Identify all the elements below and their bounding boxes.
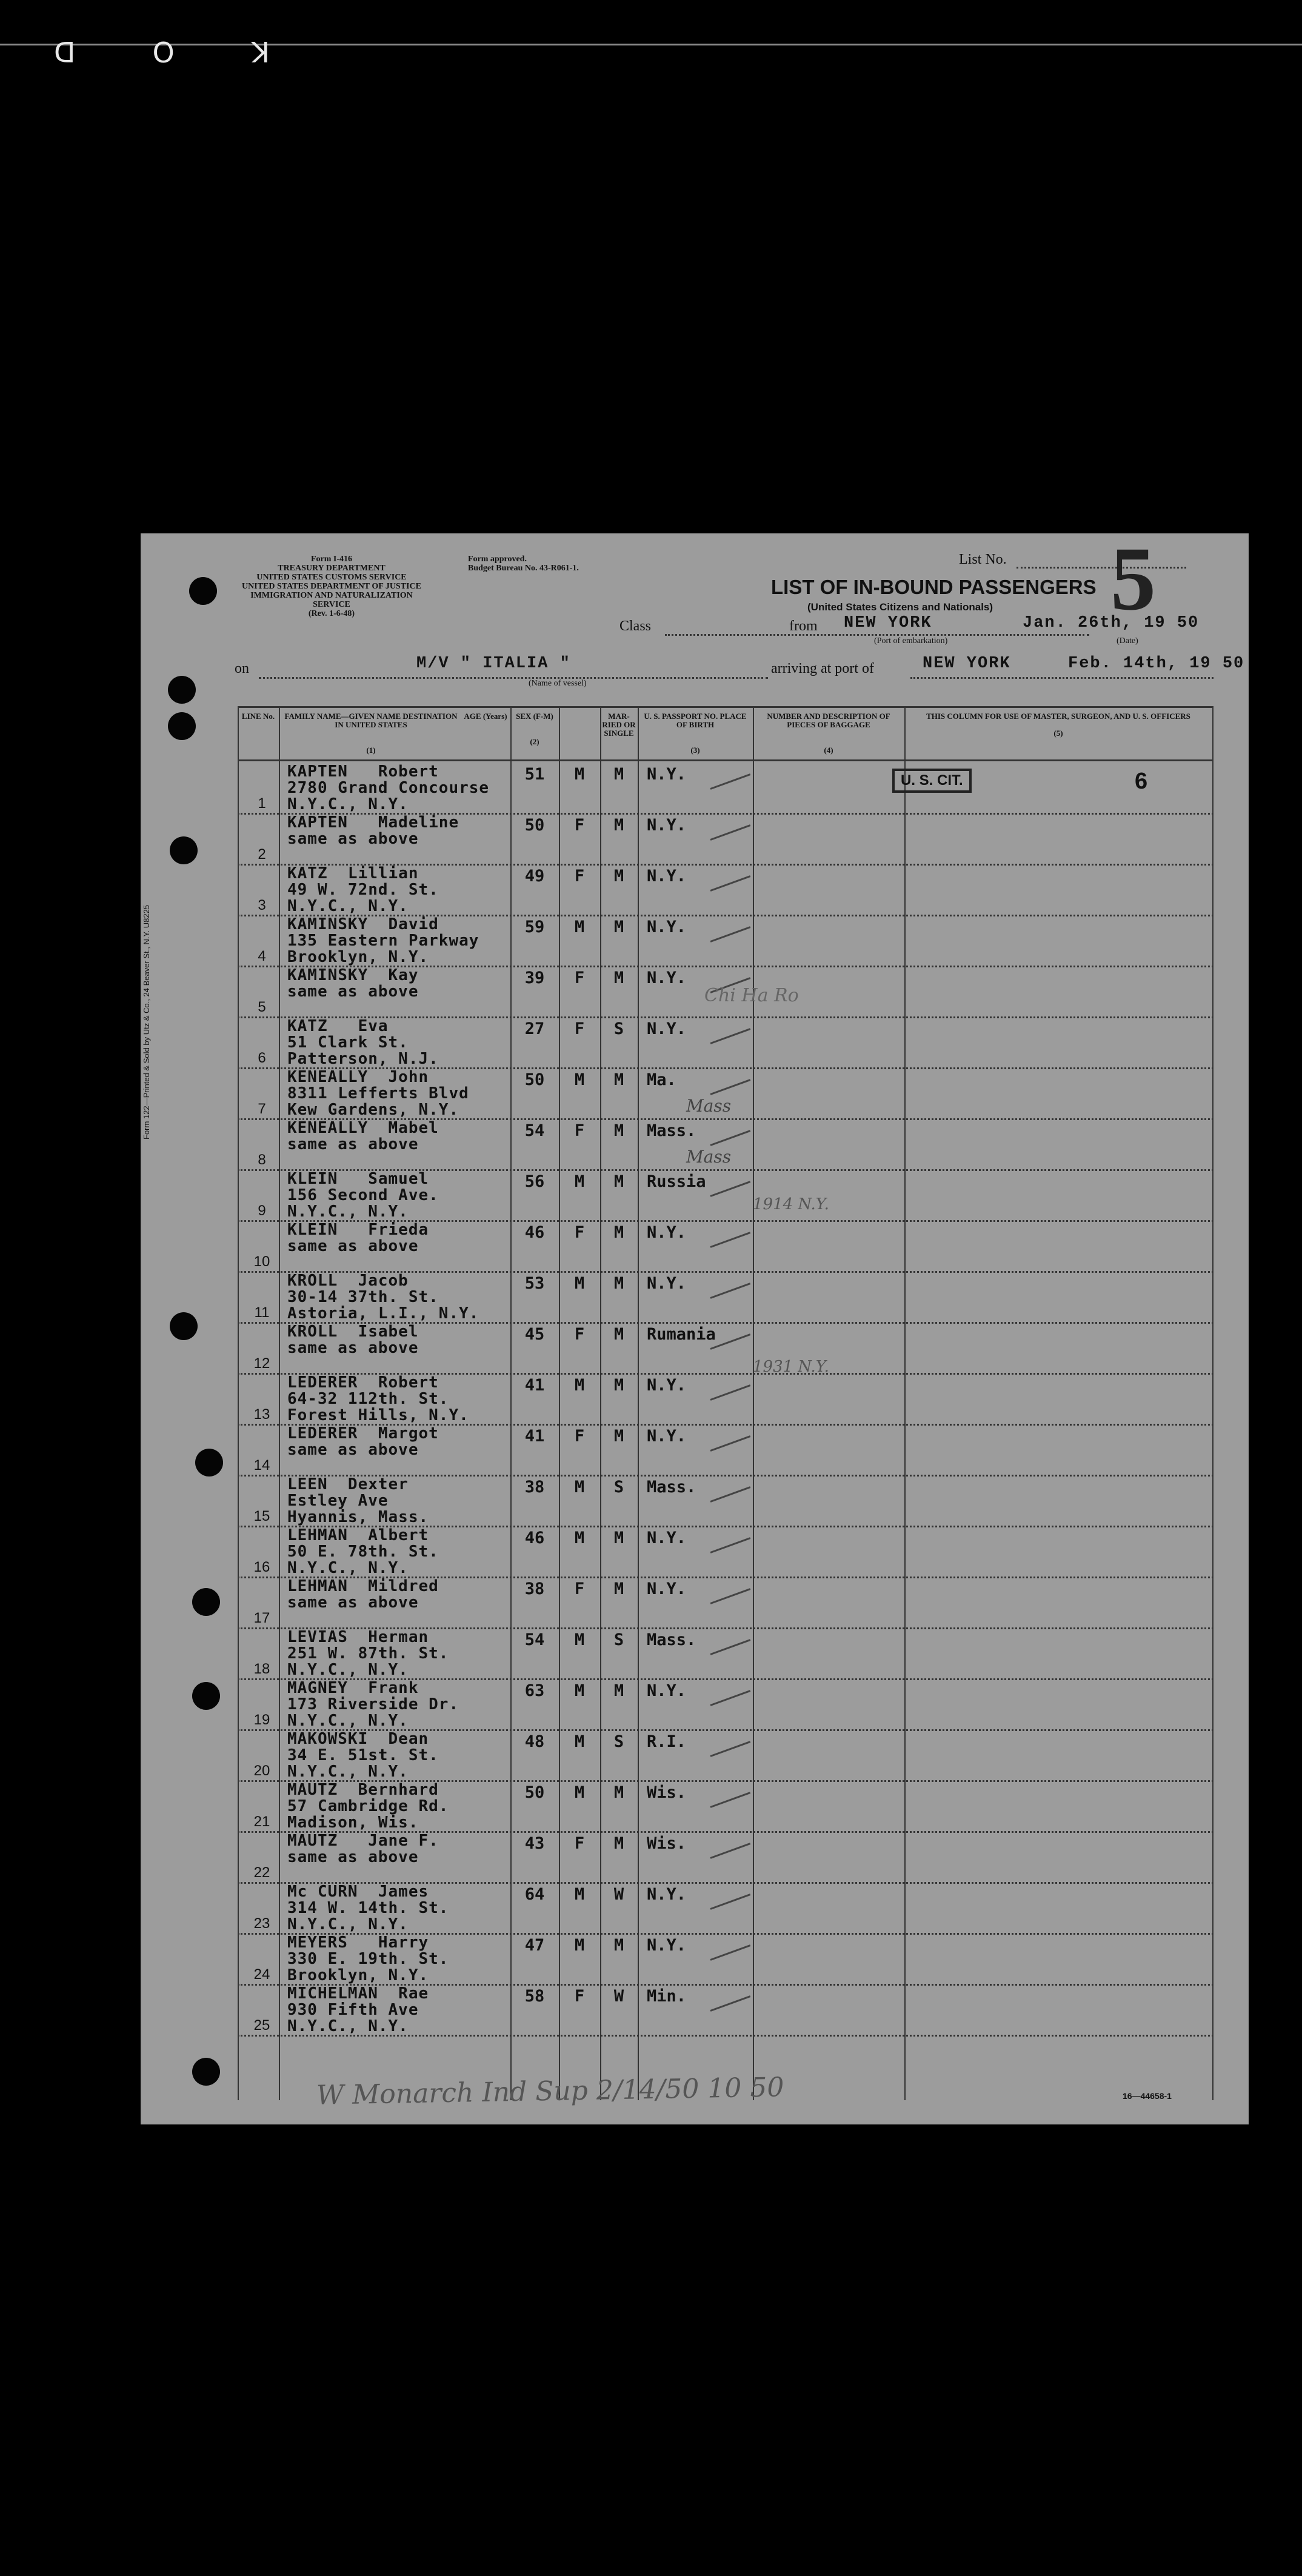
binder-hole <box>168 676 196 704</box>
vessel-name: M/V " ITALIA " <box>416 655 571 673</box>
form-approval: Form approved. Budget Bureau No. 43-R061-1. <box>468 555 579 573</box>
marital-status-cell: M <box>613 1529 624 1547</box>
passenger-name-address: KENEALLY Mabel same as above <box>287 1119 439 1153</box>
age-cell: 45 <box>524 1325 545 1344</box>
from-line <box>835 634 1089 636</box>
passenger-name-address: KAPTEN Madeline same as above <box>287 813 459 848</box>
line-number: 21 <box>253 1814 270 1830</box>
sex-cell: M <box>574 1936 585 1955</box>
birthplace-cell: Wis. <box>647 1834 687 1853</box>
birthplace-cell: N.Y. <box>647 867 687 886</box>
table-row <box>238 764 1214 815</box>
birthplace-cell: N.Y. <box>647 1376 687 1395</box>
birthplace-cell: N.Y. <box>647 765 687 784</box>
sex-cell: M <box>574 1630 585 1649</box>
line-number: 14 <box>253 1457 270 1473</box>
passenger-name-address: KATZ Eva 51 Clark St. Patterson, N.J. <box>287 1017 439 1068</box>
age-cell: 54 <box>524 1121 545 1140</box>
line-number: 22 <box>253 1864 270 1881</box>
birthplace-cell: N.Y. <box>647 1223 687 1242</box>
sex-cell: F <box>574 867 585 886</box>
binder-hole <box>170 1312 198 1340</box>
handwritten-note: Mass <box>686 1147 732 1167</box>
binder-hole <box>192 1588 220 1616</box>
on-label: on <box>235 661 249 676</box>
passenger-name-address: KENEALLY John 8311 Lefferts Blvd Kew Gardens, N.Y. <box>287 1068 469 1119</box>
table-row <box>238 1426 1214 1477</box>
film-edge-label: K O D <box>52 35 270 68</box>
passenger-name-address: KATZ Lillian 49 W. 72nd. St. N.Y.C., N.Y. <box>287 864 439 915</box>
passenger-name-address: KAMINSKY Kay same as above <box>287 966 419 1001</box>
age-cell: 27 <box>524 1019 545 1038</box>
passenger-name-address: MAUTZ Jane F. same as above <box>287 1832 439 1866</box>
list-no-label: List No. <box>959 552 1007 567</box>
manifest-table <box>238 706 1214 2100</box>
arrival-line <box>910 677 1214 679</box>
age-cell: 41 <box>524 1427 545 1446</box>
passenger-name-address: KLEIN Samuel 156 Second Ave. N.Y.C., N.Y. <box>287 1170 439 1221</box>
age-cell: 46 <box>524 1223 545 1242</box>
marital-status-cell: S <box>613 1019 624 1038</box>
birthplace-cell: Mass. <box>647 1630 696 1649</box>
from-label: from <box>789 618 818 634</box>
age-cell: 64 <box>524 1885 545 1904</box>
table-row <box>238 1171 1214 1222</box>
passenger-name-address: MAKOWSKI Dean 34 E. 51st. St. N.Y.C., N.Y. <box>287 1730 439 1781</box>
table-row <box>238 1578 1214 1629</box>
list-number: 5 <box>1110 533 1156 629</box>
column-header-line: LINE No. <box>241 712 275 721</box>
table-row <box>238 1324 1214 1375</box>
birthplace-cell: R.I. <box>647 1732 687 1751</box>
table-row <box>238 1273 1214 1324</box>
us-citizen-stamp: U. S. CIT. <box>892 769 972 793</box>
column-header-age: AGE (Years) <box>464 712 507 721</box>
birthplace-cell: Wis. <box>647 1783 687 1802</box>
line-number: 9 <box>258 1203 266 1219</box>
line-number: 16 <box>253 1559 270 1575</box>
sex-cell: M <box>574 918 585 936</box>
vessel-line <box>259 677 768 679</box>
line-number: 2 <box>258 846 266 863</box>
table-row <box>238 1680 1214 1731</box>
sex-cell: F <box>574 969 585 987</box>
binder-hole <box>170 836 198 864</box>
marital-status-cell: S <box>613 1478 624 1497</box>
sex-cell: F <box>574 1427 585 1446</box>
handwritten-footer: W Monarch Ind Sup 2/14/50 10 50 <box>316 2072 784 2111</box>
form-department-block: Form I-416 TREASURY DEPARTMENT UNITED STATES CUSTOMS SERVICE UNITED STATES DEPARTMENT OF JUSTICE IMMIGRATION AND NATURALIZATION SERVICE (Rev. 1-6-48) <box>242 555 421 618</box>
passenger-name-address: KLEIN Frieda same as above <box>287 1221 429 1255</box>
manifest-title: LIST OF IN-BOUND PASSENGERS <box>771 576 1097 598</box>
passenger-name-address: LEDERER Margot same as above <box>287 1424 439 1459</box>
marital-status-cell: W <box>613 1885 624 1904</box>
age-cell: 50 <box>524 816 545 835</box>
class-label: Class <box>619 618 652 634</box>
marital-status-cell: S <box>613 1732 624 1751</box>
table-row <box>238 1731 1214 1782</box>
column-header-birth: U. S. PASSPORT NO. PLACE OF BIRTH (3) <box>644 712 747 755</box>
marital-status-cell: M <box>613 1325 624 1344</box>
marital-status-cell: S <box>613 1630 624 1649</box>
marital-status-cell: M <box>613 918 624 936</box>
sex-cell: F <box>574 1325 585 1344</box>
sex-cell: M <box>574 1529 585 1547</box>
age-cell: 58 <box>524 1987 545 2006</box>
marital-status-cell: M <box>613 1223 624 1242</box>
table-row <box>238 1629 1214 1680</box>
marital-status-cell: M <box>613 1936 624 1955</box>
line-number: 1 <box>258 795 266 812</box>
table-row <box>238 916 1214 967</box>
age-cell: 48 <box>524 1732 545 1751</box>
sex-cell: F <box>574 1223 585 1242</box>
sex-cell: F <box>574 1580 585 1598</box>
birthplace-cell: Russia <box>647 1172 706 1191</box>
column-header-sex: SEX (F-M) (2) <box>516 712 553 746</box>
marital-status-cell: M <box>613 1274 624 1293</box>
age-cell: 63 <box>524 1681 545 1700</box>
birthplace-cell: N.Y. <box>647 1936 687 1955</box>
birthplace-cell: N.Y. <box>647 1580 687 1598</box>
handwritten-note: 1914 N.Y. <box>753 1195 829 1213</box>
birthplace-cell: N.Y. <box>647 1427 687 1446</box>
birthplace-cell: Mass. <box>647 1478 696 1497</box>
passenger-name-address: LEDERER Robert 64-32 112th. St. Forest Hills, N.Y. <box>287 1373 469 1424</box>
age-cell: 53 <box>524 1274 545 1293</box>
sex-cell: M <box>574 1274 585 1293</box>
sex-cell: M <box>574 1478 585 1497</box>
passenger-name-address: LEHMAN Albert 50 E. 78th. St. N.Y.C., N.Y. <box>287 1526 439 1577</box>
passenger-name-address: LEEN Dexter Estley Ave Hyannis, Mass. <box>287 1475 429 1526</box>
date-caption: (Date) <box>1117 636 1138 646</box>
passenger-name-address: MEYERS Harry 330 E. 19th. St. Brooklyn, N.Y. <box>287 1934 449 1984</box>
line-number: 8 <box>258 1152 266 1168</box>
passenger-name-address: KAPTEN Robert 2780 Grand Concourse N.Y.C., N.Y. <box>287 762 490 813</box>
sex-cell: F <box>574 1121 585 1140</box>
line-number: 19 <box>253 1712 270 1728</box>
marital-status-cell: M <box>613 1834 624 1853</box>
marital-status-cell: M <box>613 816 624 835</box>
birthplace-cell: N.Y. <box>647 1529 687 1547</box>
binder-hole <box>192 1682 220 1710</box>
line-number: 24 <box>253 1966 270 1983</box>
table-row <box>238 866 1214 916</box>
age-cell: 38 <box>524 1478 545 1497</box>
line-number: 23 <box>253 1915 270 1932</box>
marital-status-cell: M <box>613 867 624 886</box>
age-cell: 51 <box>524 765 545 784</box>
table-row <box>238 1018 1214 1069</box>
passenger-manifest-page <box>141 533 1249 2124</box>
age-cell: 47 <box>524 1936 545 1955</box>
passenger-name-address: MAGNEY Frank 173 Riverside Dr. N.Y.C., N.Y. <box>287 1679 459 1730</box>
line-number: 5 <box>258 999 266 1015</box>
class-line <box>665 634 859 636</box>
birthplace-cell: N.Y. <box>647 1274 687 1293</box>
birthplace-cell: Min. <box>647 1987 687 2006</box>
table-row <box>238 1935 1214 1986</box>
birthplace-cell: N.Y. <box>647 969 687 987</box>
table-row <box>238 1375 1214 1426</box>
passenger-name-address: KROLL Isabel same as above <box>287 1323 419 1357</box>
line-number: 7 <box>258 1101 266 1117</box>
table-row <box>238 1782 1214 1833</box>
marital-status-cell: M <box>613 1121 624 1140</box>
binder-hole <box>168 712 196 740</box>
age-cell: 46 <box>524 1529 545 1547</box>
marital-status-cell: M <box>613 1172 624 1191</box>
sex-cell: M <box>574 1681 585 1700</box>
sex-cell: F <box>574 1019 585 1038</box>
binder-hole <box>189 577 217 605</box>
table-row <box>238 1884 1214 1935</box>
sex-cell: M <box>574 765 585 784</box>
line-number: 4 <box>258 948 266 964</box>
citizen-count: 6 <box>1135 769 1148 794</box>
line-number: 13 <box>253 1406 270 1423</box>
passenger-name-address: LEVIAS Herman 251 W. 87th. St. N.Y.C., N.Y. <box>287 1628 449 1679</box>
embarkation-date: Jan. 26th, 19 50 <box>1023 614 1200 632</box>
manifest-subtitle: (United States Citizens and Nationals) <box>807 601 993 613</box>
marital-status-cell: M <box>613 969 624 987</box>
age-cell: 49 <box>524 867 545 886</box>
birthplace-cell: Rumania <box>647 1325 716 1344</box>
birthplace-cell: Mass. <box>647 1121 696 1140</box>
column-header-baggage: NUMBER AND DESCRIPTION OF PIECES OF BAGGAGE (4) <box>767 712 890 755</box>
age-cell: 56 <box>524 1172 545 1191</box>
marital-status-cell: M <box>613 1783 624 1802</box>
sex-cell: M <box>574 1172 585 1191</box>
printer-imprint: Form 122—Printed & Sold by Utz & Co., 24 Beaver St., N.Y. U8225 <box>142 904 151 1140</box>
line-number: 20 <box>253 1763 270 1779</box>
binder-hole <box>195 1449 223 1477</box>
form-number: 16—44658-1 <box>1123 2091 1172 2101</box>
line-number: 15 <box>253 1508 270 1524</box>
marital-status-cell: M <box>613 1681 624 1700</box>
birthplace-cell: Ma. <box>647 1070 676 1089</box>
list-no-line <box>1017 567 1186 569</box>
marital-status-cell: M <box>613 1070 624 1089</box>
age-cell: 50 <box>524 1783 545 1802</box>
passenger-name-address: MAUTZ Bernhard 57 Cambridge Rd. Madison, Wis. <box>287 1781 449 1832</box>
table-row <box>238 1527 1214 1578</box>
marital-status-cell: W <box>613 1987 624 2006</box>
handwritten-note: Chi Ha Ro <box>704 985 799 1006</box>
passenger-name-address: MICHELMAN Rae 930 Fifth Ave N.Y.C., N.Y. <box>287 1984 429 2035</box>
line-number: 10 <box>253 1253 270 1270</box>
birthplace-cell: N.Y. <box>647 816 687 835</box>
passenger-name-address: KAMINSKY David 135 Eastern Parkway Brooklyn, N.Y. <box>287 915 479 966</box>
binder-hole <box>192 2058 220 2086</box>
line-number: 25 <box>253 2017 270 2034</box>
passenger-name-address: LEHMAN Mildred same as above <box>287 1577 439 1612</box>
marital-status-cell: M <box>613 1427 624 1446</box>
age-cell: 41 <box>524 1376 545 1395</box>
sex-cell: M <box>574 1885 585 1904</box>
age-cell: 54 <box>524 1630 545 1649</box>
column-header-officers: THIS COLUMN FOR USE OF MASTER, SURGEON, AND U. S. OFFICERS (5) <box>926 712 1190 738</box>
sex-cell: F <box>574 1987 585 2006</box>
column-header-name: FAMILY NAME—GIVEN NAME DESTINATION IN UNITED STATES (1) <box>284 712 458 755</box>
table-row <box>238 1222 1214 1273</box>
birthplace-cell: N.Y. <box>647 1681 687 1700</box>
age-cell: 50 <box>524 1070 545 1089</box>
passenger-name-address: KROLL Jacob 30-14 37th. St. Astoria, L.I., N.Y. <box>287 1272 479 1323</box>
line-number: 17 <box>253 1610 270 1626</box>
table-row <box>238 815 1214 866</box>
sex-cell: M <box>574 1376 585 1395</box>
arrival-port: NEW YORK <box>923 655 1011 673</box>
line-number: 3 <box>258 897 266 913</box>
birthplace-cell: N.Y. <box>647 918 687 936</box>
handwritten-note: Mass <box>686 1096 732 1116</box>
vessel-caption: (Name of vessel) <box>529 679 587 688</box>
sex-cell: M <box>574 1732 585 1751</box>
column-header-married: MAR- RIED OR SINGLE <box>602 712 636 738</box>
age-cell: 43 <box>524 1834 545 1853</box>
port-caption: (Port of embarkation) <box>874 636 948 646</box>
marital-status-cell: M <box>613 1580 624 1598</box>
table-row <box>238 1986 1214 2037</box>
marital-status-cell: M <box>613 1376 624 1395</box>
arrival-date: Feb. 14th, 19 50 <box>1068 655 1245 673</box>
embarkation-port: NEW YORK <box>844 614 932 632</box>
sex-cell: M <box>574 1783 585 1802</box>
table-row <box>238 1833 1214 1884</box>
sex-cell: F <box>574 816 585 835</box>
line-number: 18 <box>253 1661 270 1677</box>
line-number: 11 <box>254 1304 270 1321</box>
age-cell: 39 <box>524 969 545 987</box>
table-row <box>238 1477 1214 1527</box>
handwritten-note: 1931 N.Y. <box>753 1358 829 1376</box>
line-number: 6 <box>258 1050 266 1066</box>
passenger-name-address: Mc CURN James 314 W. 14th. St. N.Y.C., N.Y. <box>287 1883 449 1934</box>
age-cell: 38 <box>524 1580 545 1598</box>
line-number: 12 <box>253 1355 270 1372</box>
sex-cell: F <box>574 1834 585 1853</box>
marital-status-cell: M <box>613 765 624 784</box>
birthplace-cell: N.Y. <box>647 1019 687 1038</box>
arriving-label: arriving at port of <box>771 661 874 676</box>
age-cell: 59 <box>524 918 545 936</box>
birthplace-cell: N.Y. <box>647 1885 687 1904</box>
sex-cell: M <box>574 1070 585 1089</box>
